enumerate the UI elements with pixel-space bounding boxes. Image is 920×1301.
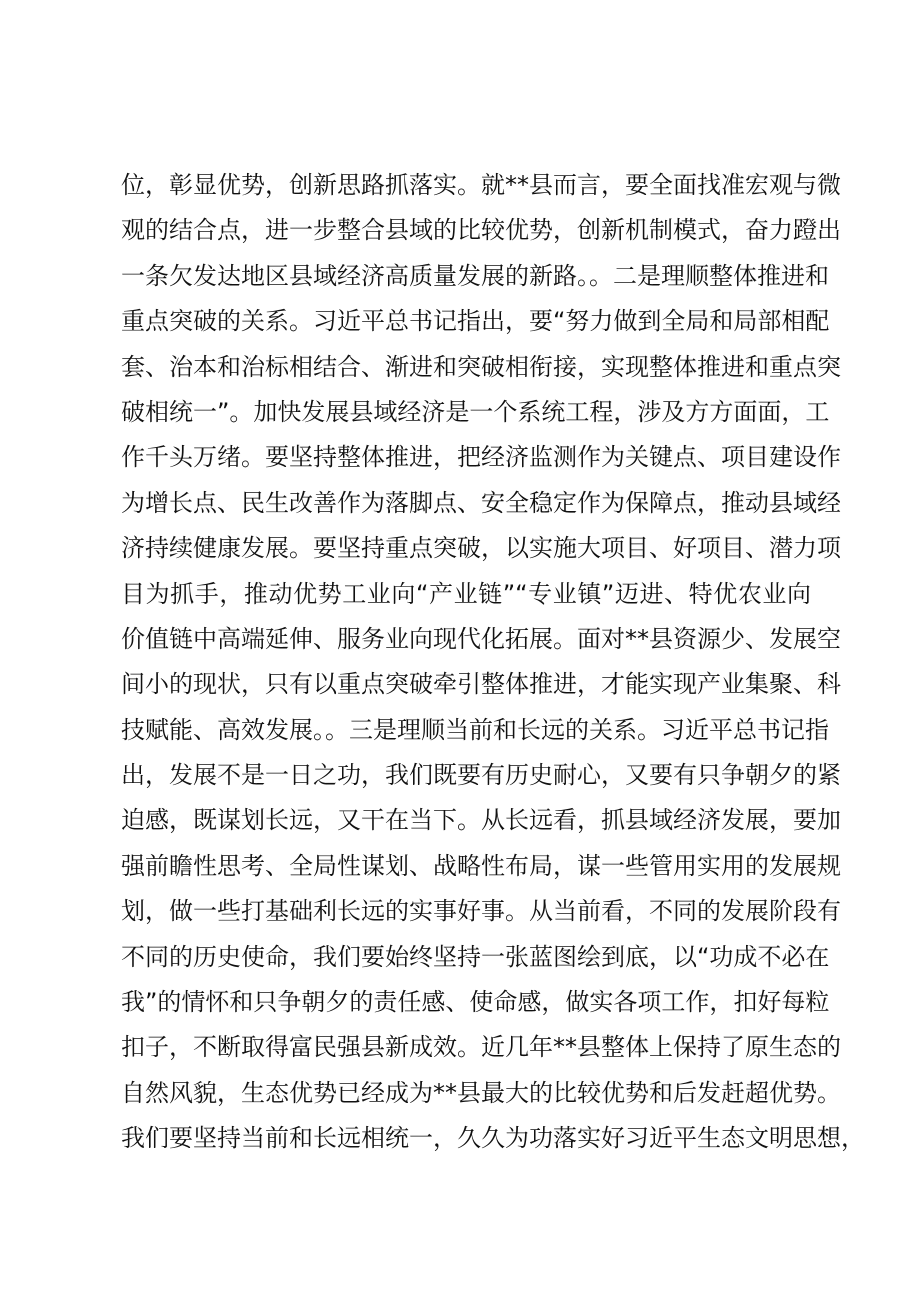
text-line: 目为抓手，推动优势工业向“产业链”“专业镇”迈进、特优农业向 (121, 579, 811, 608)
text-line: 套、治本和治标相结合、渐进和突破相衔接，实现整体推进和重点突 (121, 352, 841, 381)
text-line: 为增长点、民生改善作为落脚点、安全稳定作为保障点，推动县域经 (121, 488, 841, 517)
text-line: 我”的情怀和只争朝夕的责任感、使命感，做实各项工作，扣好每粒 (121, 988, 830, 1017)
body-paragraph (121, 163, 865, 1162)
text-line: 位，彰显优势，创新思路抓落实。就**县而言，要全面找准宏观与微 (121, 171, 841, 199)
text-line: 价值链中高端延伸、服务业向现代化拓展。面对**县资源少、发展空 (121, 624, 841, 653)
text-line: 破相统一”。加快发展县域经济是一个系统工程，涉及方方面面，工 (121, 397, 830, 426)
text-line: 一条欠发达地区县域经济高质量发展的新路。。二是理顺整体推进和 (121, 261, 829, 290)
text-line: 自然风貌，生态优势已经成为**县最大的比较优势和后发赶超优势。 (121, 1078, 841, 1107)
text-line: 强前瞻性思考、全局性谋划、战略性布局，谋一些管用实用的发展规 (121, 851, 841, 880)
text-line: 作千头万绪。要坚持整体推进，把经济监测作为关键点、项目建设作 (121, 443, 841, 472)
text-line: 观的结合点，进一步整合县域的比较优势，创新机制模式，奋力蹬出 (121, 216, 841, 245)
text-line: 划，做一些打基础利长远的实事好事。从当前看，不同的发展阶段有 (121, 897, 841, 926)
text-line: 重点突破的关系。习近平总书记指出，要“努力做到全局和局部相配 (121, 307, 830, 336)
text-line: 间小的现状，只有以重点突破牵引整体推进，才能实现产业集聚、科 (121, 670, 841, 699)
text-line: 济持续健康发展。要坚持重点突破，以实施大项目、好项目、潜力项 (121, 534, 841, 563)
text-line: 迫感，既谋划长远，又干在当下。从长远看，抓县域经济发展，要加 (121, 806, 841, 835)
text-line: 扣子，不断取得富民强县新成效。近几年**县整体上保持了原生态的 (121, 1033, 841, 1062)
text-line: 我们要坚持当前和长远相统一，久久为功落实好习近平生态文明思想， (121, 1124, 865, 1153)
text-line: 技赋能、高效发展。。三是理顺当前和长远的关系。习近平总书记指 (121, 715, 829, 744)
text-line: 不同的历史使命，我们要始终坚持一张蓝图绘到底，以“功成不必在 (121, 942, 830, 971)
text-line: 出，发展不是一日之功，我们既要有历史耐心，又要有只争朝夕的紧 (121, 761, 841, 790)
